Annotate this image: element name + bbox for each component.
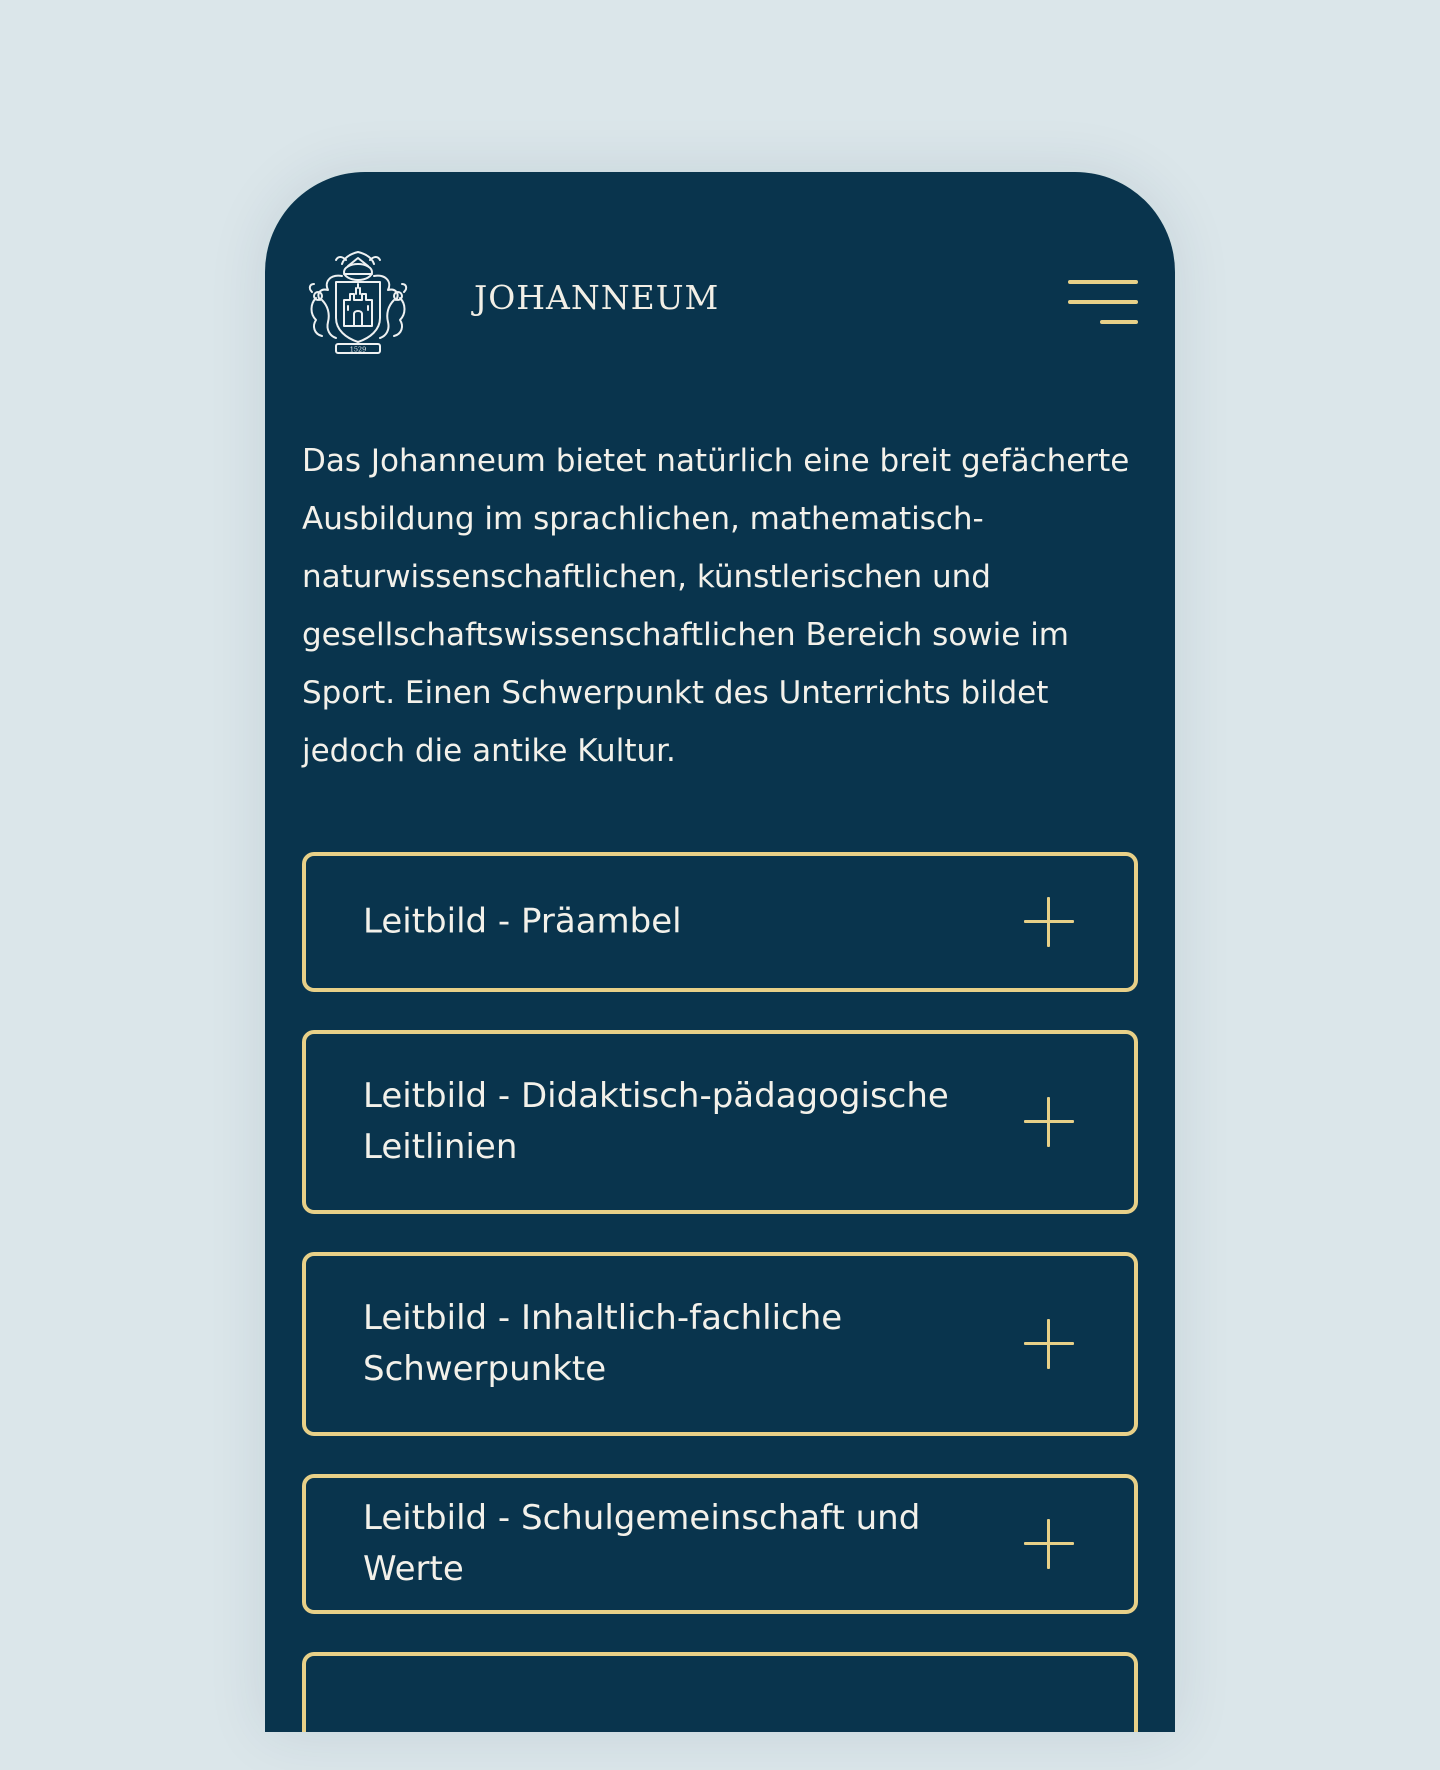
plus-icon[interactable] — [1024, 897, 1074, 947]
crest-year: 1529 — [349, 345, 367, 354]
accordion-item-praeambel[interactable] — [302, 852, 1138, 992]
plus-icon[interactable] — [1024, 1519, 1074, 1569]
accordion-item-schulgemeinschaft[interactable] — [302, 1474, 1138, 1614]
accordion-item-label: Leitbild - Präambel — [363, 901, 682, 942]
plus-icon[interactable] — [1024, 1097, 1074, 1147]
accordion-item-didaktisch[interactable] — [302, 1030, 1138, 1214]
accordion-item-label: Leitbild - Inhaltlich-fachliche Schwerpunkte — [363, 1298, 843, 1389]
leitbild-accordion — [302, 852, 1138, 1770]
accordion-item-label: Leitbild - Schulgemeinschaft und Werte — [363, 1498, 921, 1589]
accordion-item-partial[interactable] — [302, 1652, 1138, 1732]
mobile-page-frame — [265, 172, 1175, 1732]
menu-line-icon — [1100, 320, 1138, 324]
intro-paragraph: Das Johanneum bietet natürlich eine breit gefächerte Ausbildung im sprachlichen, mathematisch-naturwissenschaftlichen, künstlerischen und gesellschaftswissenschaftlichen Bereich sowie im Sport. Einen Schwerpunkt des Unterrichts bildet jedoch die antike Kultur. — [302, 443, 1130, 769]
menu-line-icon — [1068, 300, 1138, 304]
johanneum-crest-logo[interactable] — [302, 248, 414, 356]
accordion-item-label: Leitbild - Didaktisch-pädagogische Leitlinien — [363, 1076, 949, 1167]
hamburger-menu-button[interactable] — [1066, 278, 1138, 330]
menu-line-icon — [1068, 280, 1138, 284]
accordion-item-inhaltlich[interactable] — [302, 1252, 1138, 1436]
site-title[interactable]: JOHANNEUM — [474, 278, 720, 317]
site-header — [302, 248, 1138, 356]
plus-icon[interactable] — [1024, 1319, 1074, 1369]
